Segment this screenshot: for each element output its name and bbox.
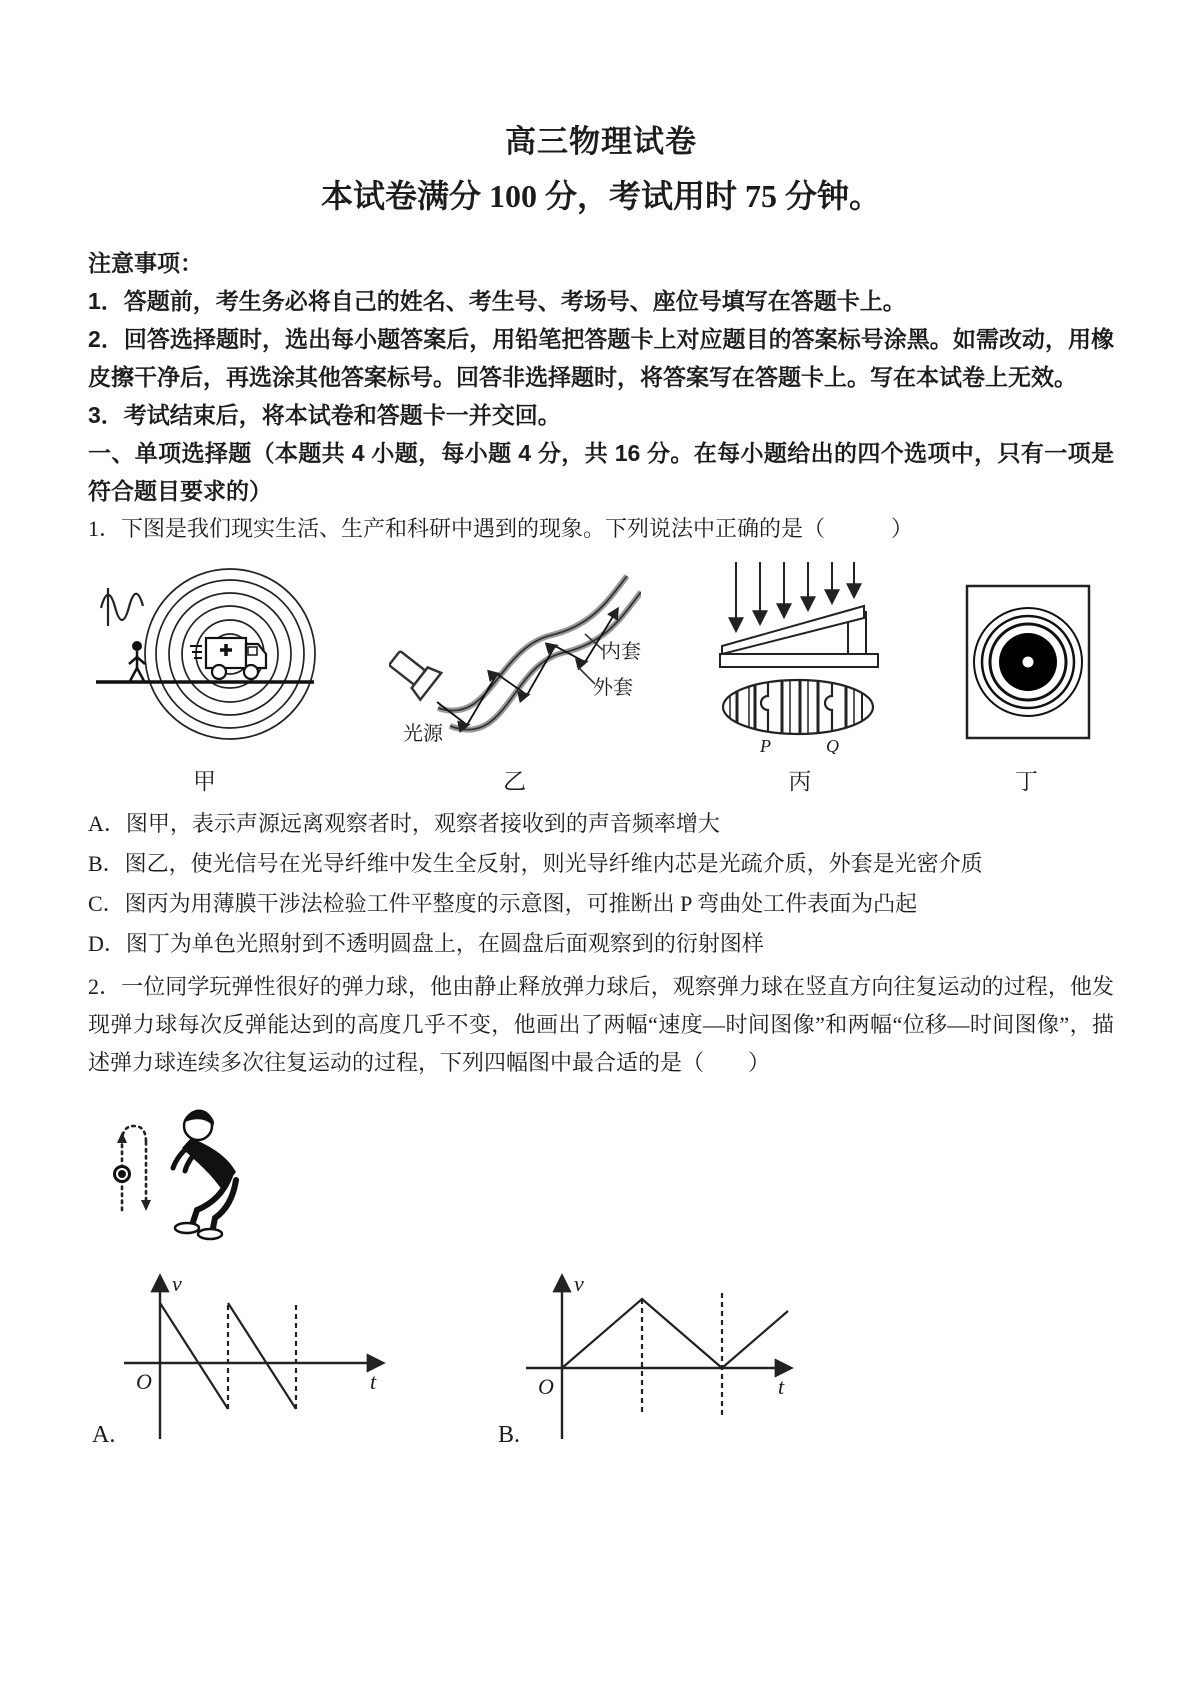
question-1-options (88, 804, 1114, 964)
bouncing-ball-figure (94, 1092, 304, 1244)
figure-bing-interference (712, 554, 887, 796)
outer-sleeve-label: 外套 (592, 677, 633, 699)
option-c: C．图丙为用薄膜干涉法检验工件平整度的示意图，可推断出 P 弯曲处工件表面为凸起 (88, 891, 918, 916)
option-b: B．图乙，使光信号在光导纤维中发生全反射，则光导纤维内芯是光疏介质，外套是光密介质 (88, 851, 983, 876)
inner-sleeve-label: 内套 (600, 641, 641, 663)
sawtooth-curve (160, 1303, 296, 1409)
velocity-time-graph-b (504, 1263, 814, 1453)
v-axis-label: v (172, 1271, 182, 1296)
exam-content (88, 120, 1114, 1453)
notice-item-1: 1．答题前，考生务必将自己的姓名、考生号、考场号、座位号填写在答题卡上。 (88, 288, 906, 314)
notice-heading: 注意事项： (88, 250, 203, 276)
question-2-illustration (94, 1092, 1114, 1249)
origin-label: O (136, 1369, 152, 1394)
up-arrowhead (117, 1132, 127, 1143)
option-a: A．图甲，表示声源远离观察者时，观察者接收到的声音频率增大 (88, 811, 720, 836)
question-2 (88, 968, 1114, 1453)
diffraction-figure (959, 566, 1094, 754)
question-2-stem: 2．一位同学玩弹性很好的弹力球，他由静止释放弹力球后，观察弹力球在竖直方向往复运动的过程，他发现弹力球每次反弹能达到的高度几乎不变，他画出了两幅“速度—时间图像”和两幅“位移—时间图像”，描述弹力球连续多次往复运动的过程，下列四幅图中最合适的是（ ） (88, 974, 1114, 1075)
figure-jia-doppler (92, 562, 317, 796)
student-figure (173, 1110, 236, 1239)
velocity-time-graph-a (98, 1263, 408, 1453)
graph-b-label: B. (498, 1422, 521, 1448)
figure-ding-diffraction (959, 566, 1094, 796)
graph-option-a (92, 1263, 408, 1453)
down-arrowhead (141, 1200, 151, 1211)
flashlight-icon (389, 645, 441, 700)
wedge-interference-figure (712, 554, 887, 754)
bouncy-ball-icon (113, 1165, 131, 1183)
observer-person-icon (129, 641, 145, 681)
triangle-curve (562, 1293, 788, 1415)
doppler-figure (92, 562, 317, 754)
figure-ding-caption: 丁 (1014, 769, 1038, 794)
page-title: 高三物理试卷 (505, 124, 697, 159)
poisson-bright-spot (1022, 657, 1033, 668)
graph-option-b (498, 1263, 814, 1453)
waveform-icon (101, 588, 143, 626)
page-subtitle: 本试卷满分 100 分，考试用时 75 分钟。 (320, 178, 881, 214)
optical-fiber-figure (389, 562, 641, 754)
glass-wedge (722, 606, 864, 654)
fringe-field (723, 680, 873, 734)
t-axis-label: t (370, 1369, 377, 1394)
section1-heading: 一、单项选择题（本题共 4 小题，每小题 4 分，共 16 分。在每小题给出的四个选项中，只有一项是符合题目要求的） (88, 440, 1114, 504)
question-1-stem: 1．下图是我们现实生活、生产和科研中遇到的现象。下列说法中正确的是（ ） (88, 516, 914, 541)
graph-a-label: A. (92, 1422, 116, 1448)
origin-label: O (538, 1374, 554, 1399)
v-axis-label: v (574, 1271, 584, 1296)
figure-bing-caption: 丙 (788, 769, 812, 794)
fringe-p-label: P (760, 736, 772, 754)
figure-yi-optical-fiber (389, 562, 641, 796)
figure-yi-caption: 乙 (503, 769, 527, 794)
t-axis-label: t (778, 1374, 785, 1399)
light-source-label: 光源 (402, 723, 443, 745)
question-2-graphs (88, 1263, 1114, 1453)
fringe-q-label: Q (826, 736, 840, 754)
question-1-figures (88, 554, 1098, 796)
notice-item-2: 2．回答选择题时，选出每小题答案后，用铅笔把答题卡上对应题目的答案标号涂黑。如需改动，用橡皮擦干净后，再选涂其他答案标号。回答非选择题时，将答案写在答题卡上。写在本试卷上无效。 (88, 326, 1114, 390)
workpiece-plate (720, 654, 878, 667)
option-d: D．图丁为单色光照射到不透明圆盘上，在圆盘后面观察到的衍射图样 (88, 931, 764, 956)
figure-jia-caption: 甲 (193, 769, 216, 794)
notice-item-3: 3．考试结束后，将本试卷和答题卡一并交回。 (88, 402, 561, 428)
